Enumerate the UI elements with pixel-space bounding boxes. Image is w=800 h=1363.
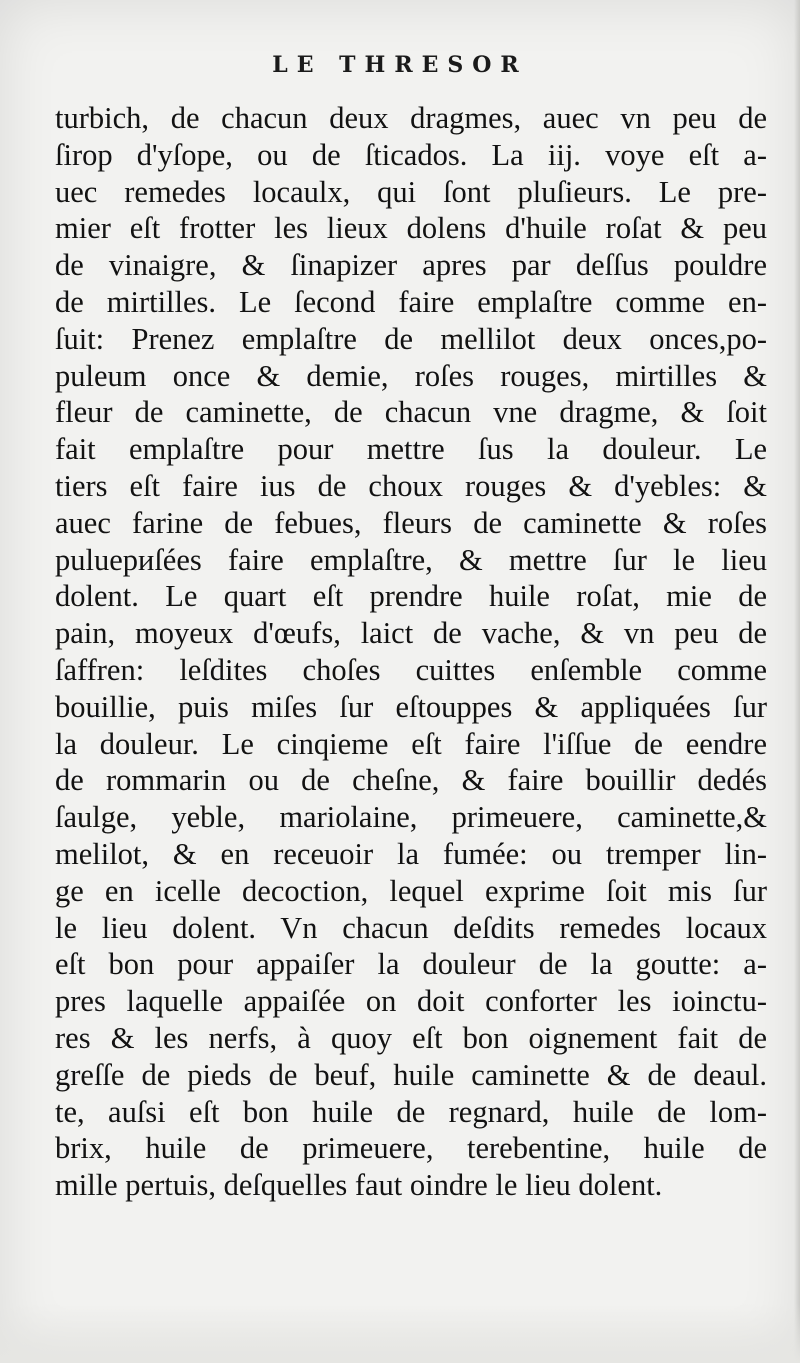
body-text xyxy=(55,100,767,1204)
text-line: ſuit: Prenez emplaſtre de mellilot deux onces,po- xyxy=(55,321,767,356)
text-line: melilot, & en receuoir la fumée: ou tremper lin- xyxy=(55,836,767,871)
text-line: brix, huile de primeuere, terebentine, huile de xyxy=(55,1131,767,1166)
text-line: la douleur. Le cinqieme eſt faire l'iſſue de eendre xyxy=(55,726,767,761)
text-line: ge en icelle decoction, lequel exprime ſoit mis ſur xyxy=(55,873,767,908)
text-line: greſſe de pieds de beuf, huile caminette & de deaul. xyxy=(55,1057,767,1092)
running-header: LE THRESOR xyxy=(272,52,528,78)
text-line: pain, moyeux d'œufs, laict de vache, & vn peu de xyxy=(55,616,767,651)
text-line: uec remedes locaulx, qui ſont pluſieurs. Le pre- xyxy=(55,174,767,209)
text-line: ſirop d'yſope, ou de ſticados. La iij. voye eſt a- xyxy=(55,137,767,172)
text-line: te, auſsi eſt bon huile de regnard, huile de lom- xyxy=(55,1094,767,1129)
text-line: de mirtilles. Le ſecond faire emplaſtre comme en- xyxy=(55,284,767,319)
text-line: ſaulge, yeble, mariolaine, primeuere, caminette,& xyxy=(55,800,767,835)
page-edge-shadow xyxy=(794,0,800,1363)
text-line: fait emplaſtre pour mettre ſus la douleur. Le xyxy=(55,432,767,467)
text-line: dolent. Le quart eſt prendre huile roſat, mie de xyxy=(55,579,767,614)
text-line: mille pertuis, deſquelles faut oindre le lieu dolent. xyxy=(55,1168,663,1203)
text-line: de vinaigre, & ſinapizer apres par deſſus pouldre xyxy=(55,248,767,283)
text-line: pres laquelle appaiſée on doit conforter les ioinctu- xyxy=(55,984,767,1019)
text-line: mier eſt frotter les lieux dolens d'huile roſat & peu xyxy=(55,211,767,246)
text-line: ſaffren: leſdites choſes cuittes enſemble comme xyxy=(55,652,767,687)
text-line: tiers eſt faire ius de choux rouges & d'yebles: & xyxy=(55,468,767,503)
text-line: auec farine de febues, fleurs de caminette & roſes xyxy=(55,505,767,540)
text-line: res & les nerfs, à quoy eſt bon oignement fait de xyxy=(55,1020,767,1055)
page-bottom-margin xyxy=(0,1303,800,1363)
text-line: bouillie, puis miſes ſur eſtouppes & appliquées ſur xyxy=(55,689,767,724)
text-line: puluериſées faire emplaſtre, & mettre ſur le lieu xyxy=(55,542,767,577)
text-line: le lieu dolent. Vn chacun deſdits remedes locaux xyxy=(55,910,767,945)
text-line: puleum once & demie, roſes rouges, mirtilles & xyxy=(55,358,767,393)
text-line: eſt bon pour appaiſer la douleur de la goutte: a- xyxy=(55,947,767,982)
text-line: fleur de caminette, de chacun vne dragme, & ſoit xyxy=(55,395,767,430)
text-line: de rommarin ou de cheſne, & faire bouillir dedés xyxy=(55,763,767,798)
text-line: turbich, de chacun deux dragmes, auec vn peu de xyxy=(55,101,767,135)
